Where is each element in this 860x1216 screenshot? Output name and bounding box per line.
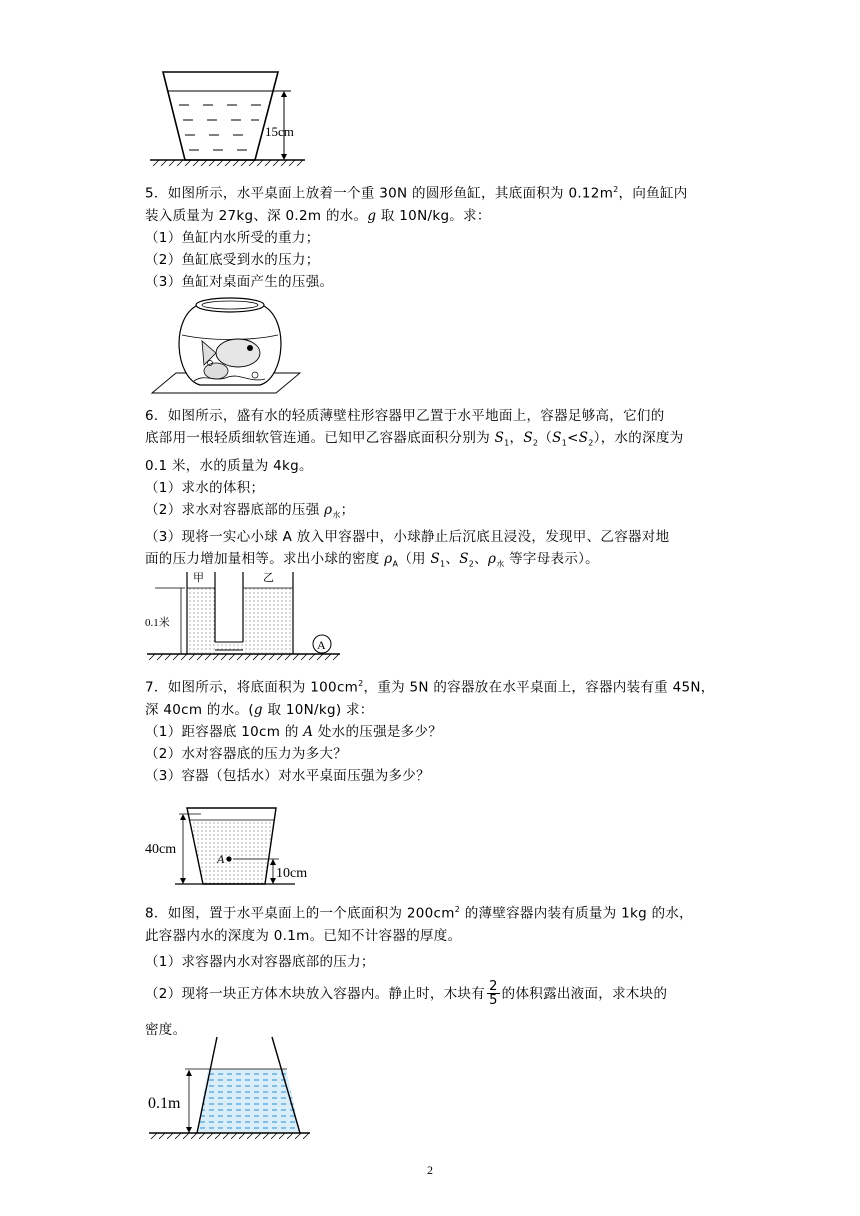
label-yi: 乙: [263, 571, 274, 584]
height-label: 40cm: [145, 842, 177, 857]
height-label: 15cm: [265, 124, 294, 139]
label-jia: 甲: [193, 571, 204, 584]
q8-item-2: （2）现将一块正方体木块放入容器内。静止时，木块有 $\frac{2}{5}$ 的体积露出液面，求木块的: [145, 979, 668, 1008]
question-8: 8．如图，置于水平桌面上的一个底面积为 $200cm^2$ 的薄壁容器内装有质量为 1kg 的水， 此容器内水的深度为 0.1m。已知不计容器的厚度。 （1）求容器内水对容器底部的压力； （2）现将一块正方体木块放入容器内。静止时，木块有 $\frac{2}{5}$ 的体积露出液面，求木块的 密度。: [145, 899, 717, 1041]
question-6: 6．如图所示，盛有水的轻质薄壁柱形容器甲乙置于水平地面上，容器足够高，它们的 底部用一根轻质细软管连通。已知甲乙容器底面积分别为 $S_1$，$S_2(S_1<S_2)$，水的深度为 0.1 米，水的质量为 4kg。 （1）求水的体积； （2）求水对容器底部的压强 $\rho_水$； （3）现将一实心小球 A 放入甲容器中，小球静止后沉底且浸没，发现甲、乙容器对地 面的压力增加量相等。求出小球的密度 $\rho_A$（用 $S_1$、$S_2$、$\rho_水$ 等字母表示）。: [145, 405, 717, 576]
height-label: 0.1m: [148, 1095, 181, 1112]
height-label: 0.1米: [145, 617, 170, 629]
q7-item-3: （3）容器（包括水）对水平桌面压强为多少？: [145, 767, 430, 784]
q5-item-2: （2）鱼缸底受到水的压力；: [145, 251, 320, 268]
question-7: 7．如图所示，将底面积为 $100cm^2$，重为 5N 的容器放在水平桌面上，容器内装有重 45N， 深 40cm 的水。(g 取 10N/kg) 求： （1）距容器底 10cm 的 A 处水的压强是多少？ （2）水对容器底的压力为多大？ （3）容器（包括水）对水平桌面压强为多少？: [145, 673, 717, 787]
figure-container-15cm: [145, 60, 335, 170]
ball-label: A: [317, 638, 326, 652]
q8-item-1: （1）求容器内水对容器底部的压力；: [145, 953, 375, 970]
q7-item-2: （2）水对容器底的压力为多大？: [145, 745, 348, 762]
figure-container-0-1m: [145, 1035, 320, 1145]
figure-connected-containers: [145, 568, 345, 663]
q6-item-2: （2）求水对容器底部的压强 $\rho_水$；: [145, 501, 355, 520]
q6-item-1: （1）求水的体积；: [145, 479, 265, 496]
sub-height-label: 10cm: [276, 866, 308, 881]
figure-container-40cm: [145, 798, 335, 893]
point-label: A: [217, 852, 225, 866]
fraction: $\frac{2}{5}$: [489, 979, 498, 1008]
q5-item-1: （1）鱼缸内水所受的重力；: [145, 229, 320, 246]
q6-item-3: （3）现将一实心小球 A 放入甲容器中，小球静止后沉底且浸没，发现甲、乙容器对地: [145, 529, 670, 546]
figure-fish-bowl: [150, 293, 310, 403]
q7-item-1: （1）距容器底 10cm 的 A 处水的压强是多少？: [145, 723, 443, 740]
page-number: 2: [427, 1163, 433, 1177]
q5-item-3: （3）鱼缸对桌面产生的压强。: [145, 273, 334, 290]
question-5: 5．如图所示，水平桌面上放着一个重 30N 的圆形鱼缸，其底面积为 $0.12m^2$，向鱼缸内 装入质量为 27kg、深 0.2m 的水。g 取 10N/kg。求： （1）鱼缸内水所受的重力； （2）鱼缸底受到水的压力； （3）鱼缸对桌面产生的压强。: [145, 179, 717, 293]
